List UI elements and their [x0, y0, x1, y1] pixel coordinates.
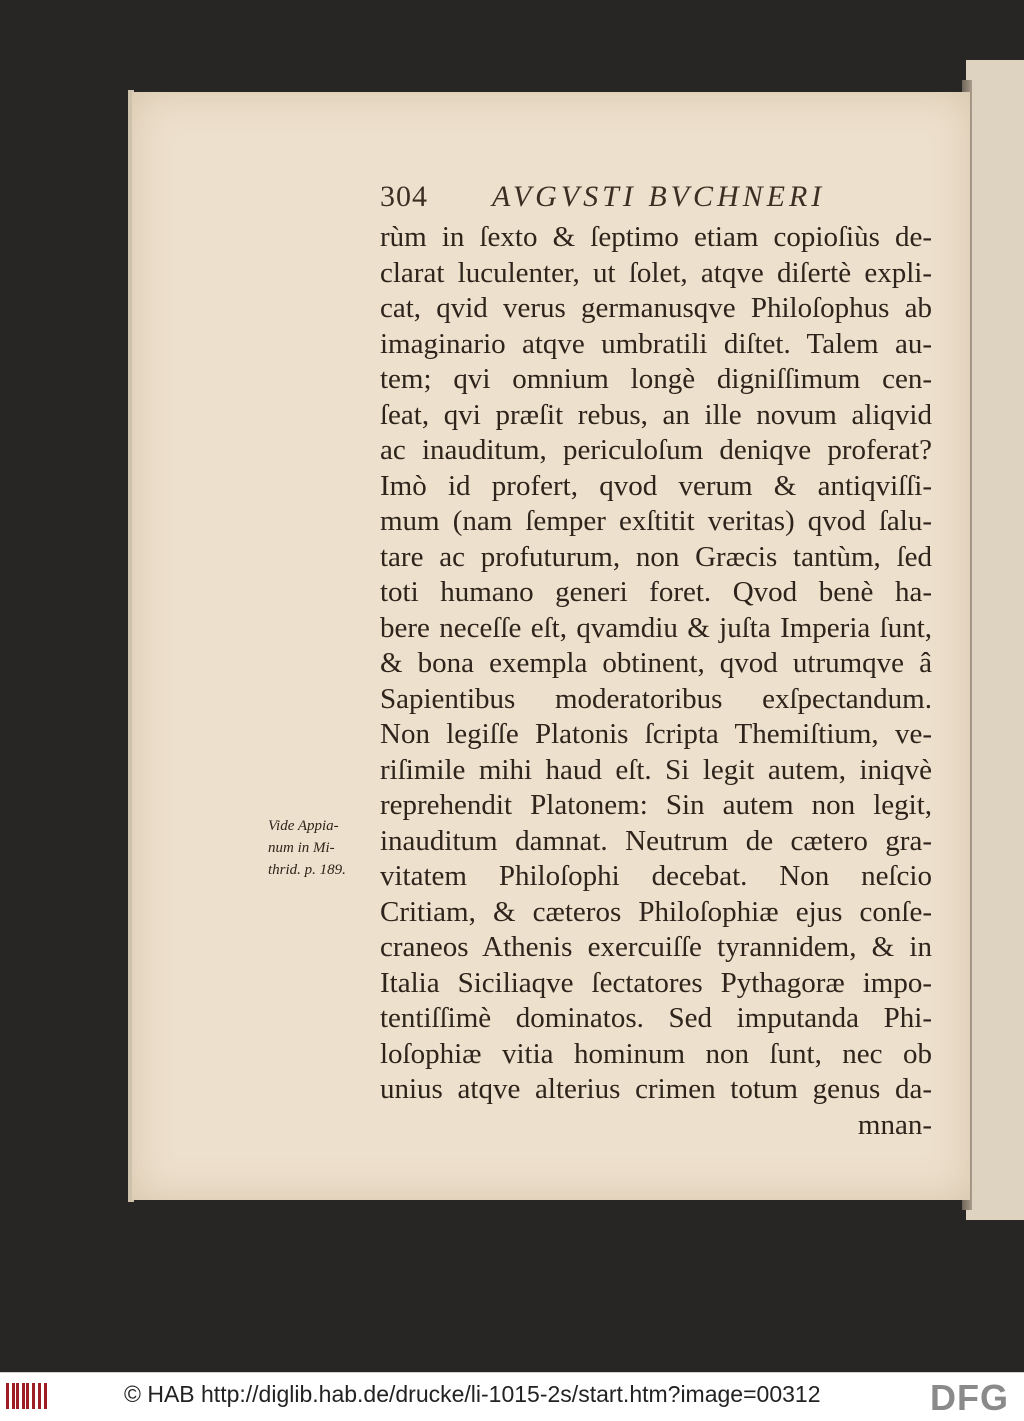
- text-line: [380, 540, 932, 576]
- logo-bar: [12, 1383, 15, 1409]
- text-line: [380, 682, 932, 718]
- text-line: [380, 895, 932, 931]
- text-line-content: imaginario atqve umbratili diſtet. Talem au-: [380, 327, 932, 360]
- marginal-note: [268, 815, 376, 881]
- text-line-content: Imò id profert, qvod verum & antiqviſſi-: [380, 469, 932, 502]
- logo-bar: [22, 1383, 25, 1409]
- text-line: [380, 788, 932, 824]
- logo-bar: [26, 1383, 29, 1409]
- text-line-content: ac inauditum, periculoſum deniqve proferat?: [380, 434, 932, 466]
- facing-page-edge: [966, 60, 1024, 1220]
- logo-bar: [32, 1383, 35, 1409]
- text-line: [380, 469, 932, 505]
- text-line: [380, 398, 932, 434]
- text-line-content: inauditum damnat. Neutrum de cætero gra-: [380, 824, 932, 857]
- source-credit-link[interactable]: © HAB http://diglib.hab.de/drucke/li-1015-2s/start.htm?image=00312: [124, 1381, 821, 1407]
- text-line: [380, 433, 932, 469]
- text-line-content: unius atqve alterius crimen totum genus da-: [380, 1073, 932, 1105]
- text-line: [380, 291, 932, 327]
- text-line: [380, 930, 932, 966]
- text-line-content: mum (nam ſemper exſtitit veritas) qvod ſalu-: [380, 505, 932, 537]
- text-line-content: Critiam, & cæteros Philoſophiæ ejus conſe-: [380, 895, 932, 928]
- dfg-logo[interactable]: DFG: [930, 1377, 1009, 1418]
- text-line-content: rùm in ſexto & ſeptimo etiam copioſiùs de-: [380, 221, 932, 253]
- page-header: [380, 180, 940, 220]
- text-line-content: tem; qvi omnium longè digniſſimum cen-: [380, 363, 932, 395]
- text-line: [380, 220, 932, 256]
- text-line: [380, 859, 932, 895]
- text-line-content: riſimile mihi haud eſt. Si legit autem, iniqvè: [380, 753, 932, 786]
- text-line-content: toti humano generi foret. Qvod benè ha-: [380, 576, 932, 608]
- text-line: [380, 646, 932, 682]
- logo-bar: [44, 1383, 47, 1409]
- text-line: [380, 824, 932, 860]
- text-line-content: bere neceſſe eſt, qvamdiu & juſta Imperia ſunt,: [380, 611, 932, 644]
- main-text-block: [380, 220, 932, 1143]
- text-line-content: craneos Athenis exercuiſſe tyrannidem, & in: [380, 931, 932, 963]
- marginal-note-line: num in Mi-: [268, 840, 335, 856]
- text-line-content: clarat luculenter, ut ſolet, atqve diſertè expli-: [380, 256, 932, 289]
- text-line-content: Non legiſſe Platonis ſcripta Themiſtium, ve-: [380, 718, 932, 750]
- text-line: [380, 256, 932, 292]
- text-line: [380, 327, 932, 363]
- running-head: AVGVSTI BVCHNERI: [492, 180, 826, 213]
- text-line-content: ſeat, qvi præſit rebus, an ille novum aliqvid: [380, 398, 932, 431]
- logo-bar: [6, 1383, 9, 1409]
- marginal-note-line: Vide Appia-: [268, 818, 339, 834]
- text-line-content: vitatem Philoſophi decebat. Non neſcio: [380, 860, 932, 892]
- text-line-content: Italia Siciliaqve ſectatores Pythagoræ impo-: [380, 966, 932, 999]
- text-line: [380, 504, 932, 540]
- text-line-content: reprehendit Platonem: Sin autem non legit,: [380, 789, 932, 821]
- marginal-note-line: thrid. p. 189.: [268, 862, 346, 878]
- hab-logo-icon[interactable]: [6, 1383, 48, 1409]
- text-line: [380, 753, 932, 789]
- text-line-content: & bona exempla obtinent, qvod utrumqve â: [380, 647, 932, 679]
- text-line: [380, 717, 932, 753]
- text-line-content: tare ac profuturum, non Græcis tantùm, ſed: [380, 540, 932, 573]
- page-number: 304: [380, 180, 428, 213]
- text-line-content: tentiſſimè dominatos. Sed imputanda Phi-: [380, 1002, 932, 1034]
- text-line-content: loſophiæ vitia hominum non ſunt, nec ob: [380, 1037, 932, 1070]
- catchword-text: mnan-: [857, 1108, 932, 1141]
- logo-bar: [38, 1383, 41, 1409]
- logo-bar: [16, 1383, 19, 1409]
- viewer-footer: [0, 1372, 1024, 1421]
- text-line: [380, 362, 932, 398]
- text-line: [380, 1037, 932, 1073]
- text-line: [380, 575, 932, 611]
- text-line: [380, 966, 932, 1002]
- text-line: [380, 611, 932, 647]
- text-line: [380, 1001, 932, 1037]
- text-line: [380, 1072, 932, 1108]
- catchword: [380, 1108, 932, 1144]
- text-line-content: cat, qvid verus germanusqve Philoſophus ab: [380, 292, 932, 324]
- text-line-content: Sapientibus moderatoribus exſpectandum.: [380, 682, 932, 715]
